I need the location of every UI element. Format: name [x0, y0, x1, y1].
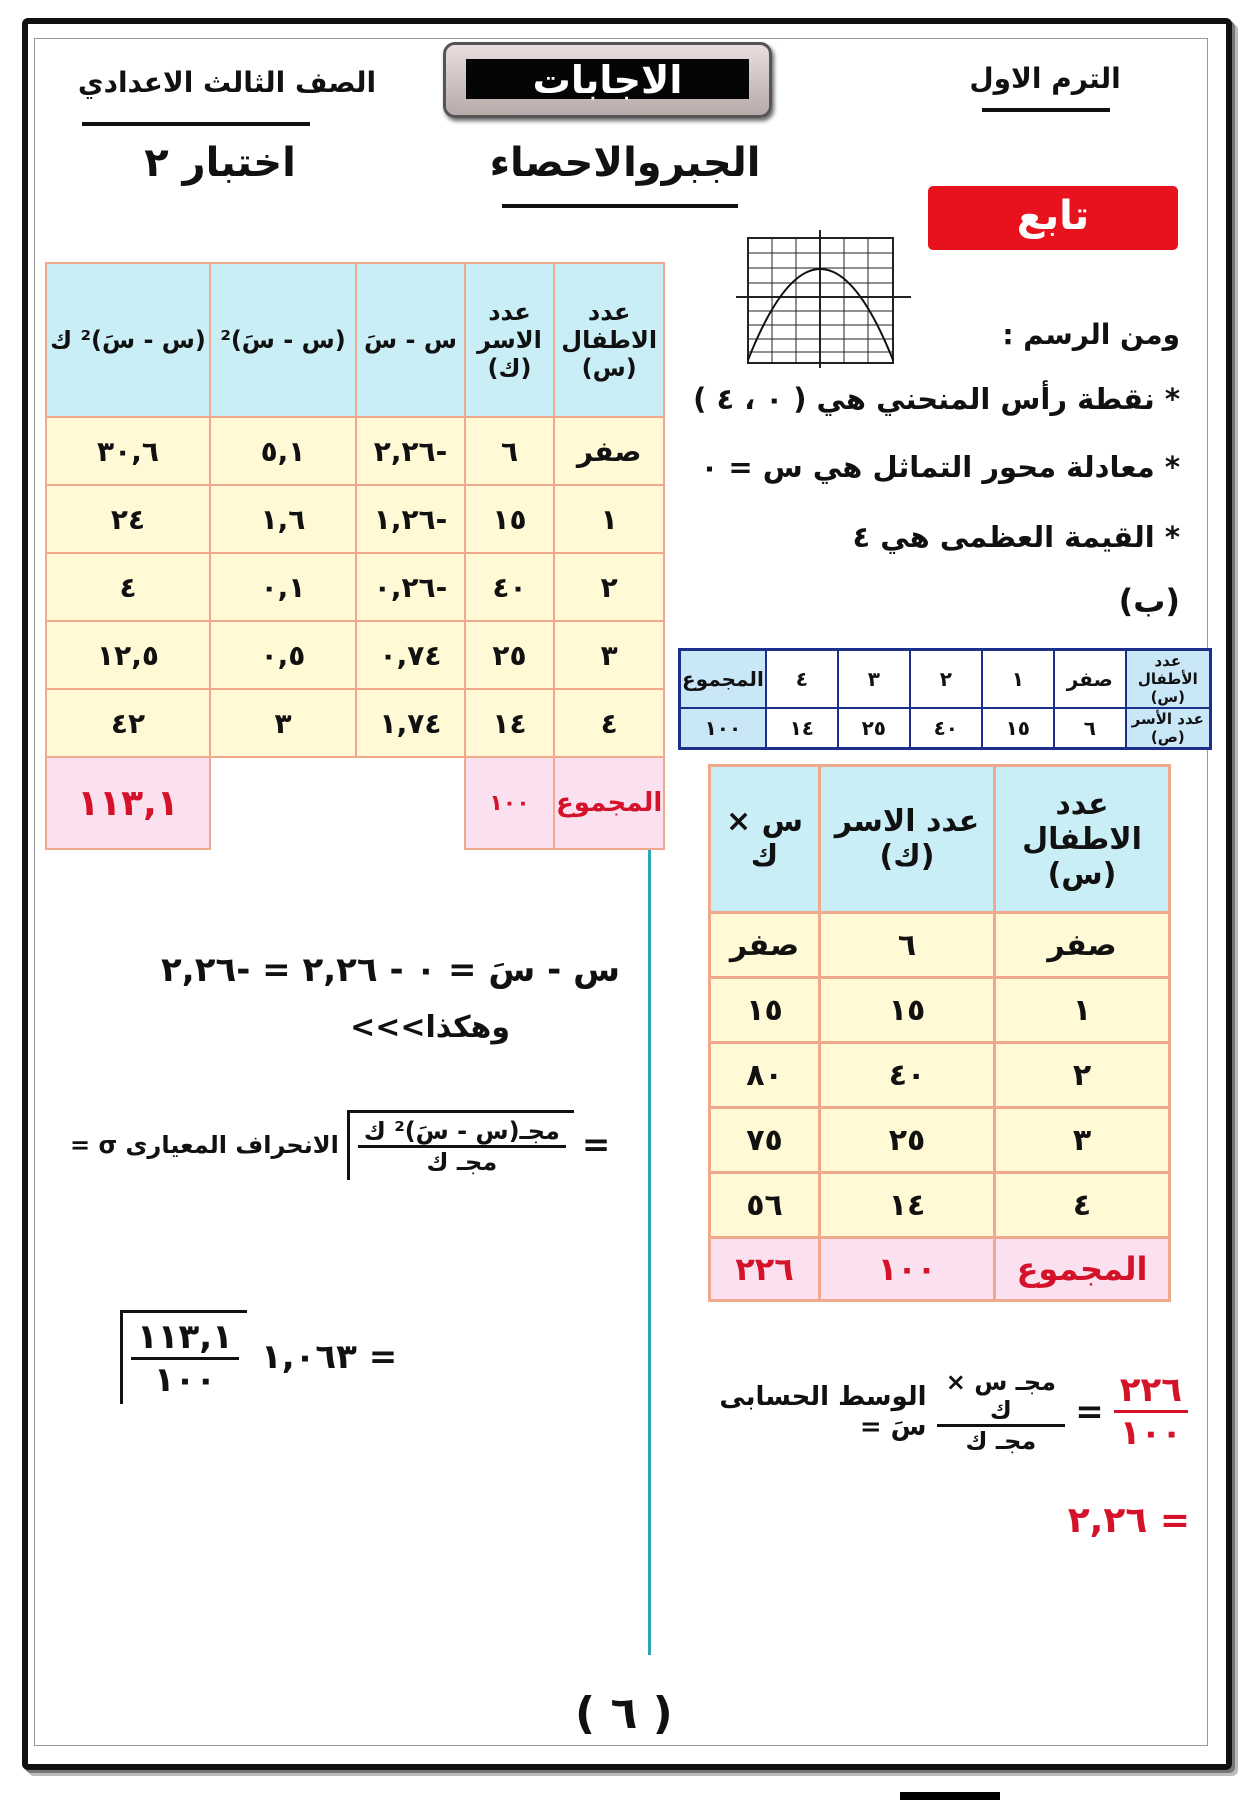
- mean-value-fraction: [1114, 1370, 1188, 1453]
- cell: ٣٠,٦: [46, 417, 210, 485]
- footer-bar: [900, 1792, 1000, 1800]
- subject-title: الجبروالاحصاء: [489, 140, 761, 186]
- term-label: الترم الاول: [969, 62, 1121, 95]
- numerator: ٢٢٦: [1114, 1370, 1188, 1413]
- subject-underline: [502, 204, 738, 208]
- grade-label: الصف الثالث الاعدادي: [77, 66, 377, 99]
- cell: ٦: [1054, 708, 1126, 749]
- header-dev-sq-f: (س - سَ)² ك: [46, 263, 210, 417]
- sd-result: = ١,٠٦٣: [260, 1337, 398, 1377]
- cell: ١: [995, 978, 1170, 1043]
- page-number: ( ٦ ): [575, 1688, 673, 1739]
- equals-sign: =: [1075, 1391, 1104, 1432]
- and-so-on-label: وهكذا>>>: [350, 1010, 510, 1045]
- cell: ٢٥: [465, 621, 554, 689]
- cell: ١٤: [766, 708, 838, 749]
- cell: ٢: [554, 553, 664, 621]
- cell: ٢٤: [46, 485, 210, 553]
- cell: ٤٢: [46, 689, 210, 757]
- cell: -٠,٢٦: [356, 553, 465, 621]
- axis-statement: * معادلة محور التماثل هي س = ٠: [700, 450, 1180, 484]
- cell: ٦: [465, 417, 554, 485]
- cell: ٤: [995, 1173, 1170, 1238]
- header-x: عدد الاطفال (س): [554, 263, 664, 417]
- table-row: [46, 553, 664, 621]
- cell: ١٥: [465, 485, 554, 553]
- table-header-row: [710, 766, 1170, 913]
- cell: ٢: [995, 1043, 1170, 1108]
- test-label: اختبار ٢: [144, 140, 296, 186]
- sqrt-sign: [120, 1310, 247, 1404]
- freq-row-f: [680, 708, 1211, 749]
- sd-label: الانحراف المعيارى σ =: [70, 1131, 339, 1159]
- table-row: [710, 978, 1170, 1043]
- mean-formula: [688, 1368, 1188, 1455]
- header-x: عدد الاطفال (س): [995, 766, 1170, 913]
- cell: صفر: [710, 913, 820, 978]
- sum-f: ١٠٠: [820, 1238, 995, 1301]
- cell: ٤: [554, 689, 664, 757]
- sd-table: [45, 262, 665, 850]
- cell: ١: [982, 650, 1054, 709]
- cell: ٥٦: [710, 1173, 820, 1238]
- row-label: عدد الأسر (ص): [1126, 708, 1211, 749]
- cell: ٢: [910, 650, 982, 709]
- sd-calculation: [120, 1310, 500, 1404]
- sum-f: ١٠٠: [465, 757, 554, 849]
- cell: ٢٥: [838, 708, 910, 749]
- table-sum-row: [46, 757, 664, 849]
- cell: ١,٧٤: [356, 689, 465, 757]
- header-f: عدد الاسر (ك): [820, 766, 995, 913]
- frequency-table: [678, 648, 1212, 750]
- table-row: [46, 417, 664, 485]
- cell: ٨٠: [710, 1043, 820, 1108]
- numerator: ١١٣,١: [131, 1317, 239, 1360]
- sd-value-fraction: [131, 1317, 239, 1400]
- table-row: [46, 621, 664, 689]
- cell: ١٥: [982, 708, 1054, 749]
- cell: ١٥: [820, 978, 995, 1043]
- table-sum-row: [710, 1238, 1170, 1301]
- denominator: ١٠٠: [153, 1360, 217, 1400]
- numerator: مجـ س × ك: [937, 1368, 1066, 1427]
- mean-label: الوسط الحسابى سَ =: [719, 1381, 927, 1442]
- cell: صفر: [1054, 650, 1126, 709]
- cell: ٤٠: [910, 708, 982, 749]
- denominator: ١٠٠: [1119, 1413, 1182, 1453]
- table-header-row: [46, 263, 664, 417]
- title-box: [443, 42, 772, 118]
- cell: ٥,١: [210, 417, 356, 485]
- cell: ٤٠: [465, 553, 554, 621]
- cell: ٤: [766, 650, 838, 709]
- cell: ٣: [838, 650, 910, 709]
- cell: -١,٢٦: [356, 485, 465, 553]
- term-underline: [982, 108, 1110, 112]
- header-xf: س × ك: [710, 766, 820, 913]
- freq-row-x: [680, 650, 1211, 709]
- row-label: عدد الأطفال (س): [1126, 650, 1211, 709]
- table-row: [710, 1043, 1170, 1108]
- blank-cell: [210, 757, 356, 849]
- cell: ١٥: [710, 978, 820, 1043]
- sd-formula: [70, 1110, 630, 1180]
- table-row: [46, 689, 664, 757]
- cell: ٤٠: [820, 1043, 995, 1108]
- cell: صفر: [995, 913, 1170, 978]
- cell: ٣: [210, 689, 356, 757]
- header-f: عدد الاسر (ك): [465, 263, 554, 417]
- cell: ١٤: [465, 689, 554, 757]
- sum-xf: ٢٢٦: [710, 1238, 820, 1301]
- cell: ١: [554, 485, 664, 553]
- equals-sign: =: [581, 1125, 611, 1165]
- cell: ٣: [995, 1108, 1170, 1173]
- cell: ١,٦: [210, 485, 356, 553]
- page-title: الاجابات: [466, 59, 749, 99]
- sum-dev-sq-f: ١١٣,١: [46, 757, 210, 849]
- max-value-statement: * القيمة العظمى هي ٤: [852, 520, 1180, 554]
- sum-label: المجموع: [554, 757, 664, 849]
- cell: -٢,٢٦: [356, 417, 465, 485]
- cell: ٣: [554, 621, 664, 689]
- grade-underline: [82, 122, 310, 126]
- numerator: مجـ(س - سَ)² ك: [358, 1117, 566, 1148]
- cell: ٦: [820, 913, 995, 978]
- cell: ٤: [46, 553, 210, 621]
- mean-fraction: [937, 1368, 1066, 1455]
- mean-result: = ٢,٢٦: [1067, 1500, 1190, 1541]
- denominator: مجـ ك: [965, 1427, 1037, 1455]
- header-dev: س - سَ: [356, 263, 465, 417]
- sum-label: المجموع: [995, 1238, 1170, 1301]
- cell: ٠,٧٤: [356, 621, 465, 689]
- table-row: [710, 1173, 1170, 1238]
- continued-badge: تابع: [928, 186, 1178, 250]
- cell: ١٢,٥: [46, 621, 210, 689]
- mean-table: [708, 764, 1171, 1302]
- cell: ٧٥: [710, 1108, 820, 1173]
- header-dev-sq: (س - سَ)²: [210, 263, 356, 417]
- blank-cell: [356, 757, 465, 849]
- cell: ٢٥: [820, 1108, 995, 1173]
- vertex-statement: * نقطة رأس المنحني هي ( ٠ ، ٤ ): [693, 382, 1180, 416]
- sqrt-sign: [347, 1110, 574, 1180]
- deviation-example: س - سَ = ٠ - ٢,٢٦ = -٢,٢٦: [161, 950, 620, 990]
- table-row: [710, 1108, 1170, 1173]
- cell: ٠,١: [210, 553, 356, 621]
- part-b-label: (ب): [1118, 582, 1180, 620]
- sd-fraction: [358, 1117, 566, 1176]
- table-row: [46, 485, 664, 553]
- cell: ٠,٥: [210, 621, 356, 689]
- graph-intro: ومن الرسم :: [1002, 318, 1180, 351]
- denominator: مجـ ك: [426, 1148, 498, 1176]
- cell-sum: ١٠٠: [680, 708, 766, 749]
- table-row: [710, 913, 1170, 978]
- cell-sum: المجموع: [680, 650, 766, 709]
- cell: صفر: [554, 417, 664, 485]
- cell: ١٤: [820, 1173, 995, 1238]
